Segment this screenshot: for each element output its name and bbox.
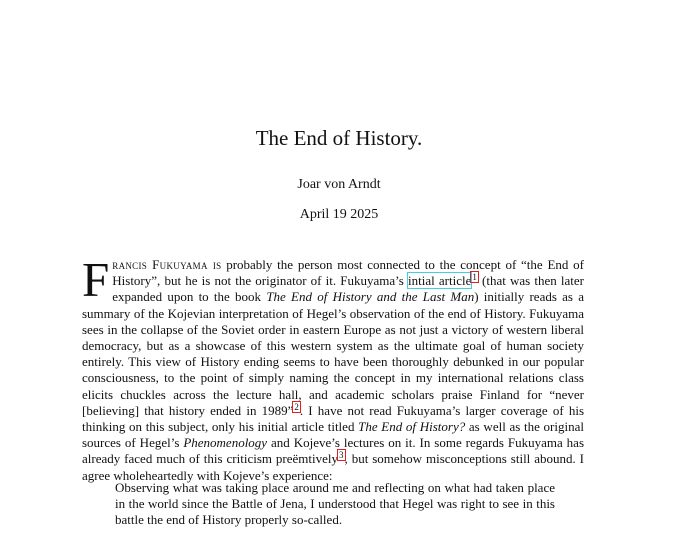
book-title: The End of History and the Last Man [266, 289, 475, 305]
paragraph-text: probably the person most connected to the concept of “the End of History”, but he is not the originator of it. Fukuyama’s [112, 257, 584, 289]
article-title: The End of History? [358, 419, 466, 435]
paragraph-text: and Kojeve’s lectures on it. In some regards Fukuyama has already faced much of this criticism preëmtively [82, 435, 584, 467]
document-date: April 19 2025 [299, 207, 379, 222]
lead-smallcaps: rancis Fukuyama is [112, 257, 222, 272]
body-paragraph [82, 252, 585, 484]
footnote-3-link[interactable]: 3 [339, 450, 344, 461]
blockquote: Observing what was taking place around me and reflecting on what had taken place in the world since the Battle of Jena, I understood that Hegel was right to see in this battle the end of History properly so-called. [115, 480, 555, 528]
document-title: The End of History. [255, 126, 423, 150]
paragraph-text: (that was then later expanded upon to the book [112, 273, 585, 305]
drop-cap: F [82, 252, 110, 307]
paragraph-text: ) initially reads as a summary of the Kojevian interpretation of Hegel’s observation of the end of History. Fukuyama sees in the collapse of the Soviet order in eastern Europe as not just a victory of western liberal democracy, but as a showcase of this western system as the ultimate goal of human society entirely. This view of History ending seems to have been thoroughly debunked in our popular consciousness, to the point of simply naming the concept in my international relations class elicits chuckles across the lecture hall, and academic scholars praise Finland for “never [believing] that history ended in 1989” [82, 289, 584, 418]
footnote-1-link[interactable]: 1 [472, 271, 477, 282]
paragraph-text: , but somehow misconceptions still abound. I agree wholeheartedly with Kojeve’s experience: [82, 451, 584, 483]
phenomenology-title: Phenomenology [183, 435, 268, 451]
footnote-2-link[interactable]: 2 [294, 401, 299, 412]
document-author: Joar von Arndt [297, 177, 381, 192]
paragraph-text: as well as the original sources of Hegel’s [82, 419, 584, 451]
paragraph-text: . I have not read Fukuyama’s larger coverage of his thinking on this subject, only his initial article titled [82, 402, 585, 435]
initial-article-link[interactable]: intial article [408, 273, 472, 289]
